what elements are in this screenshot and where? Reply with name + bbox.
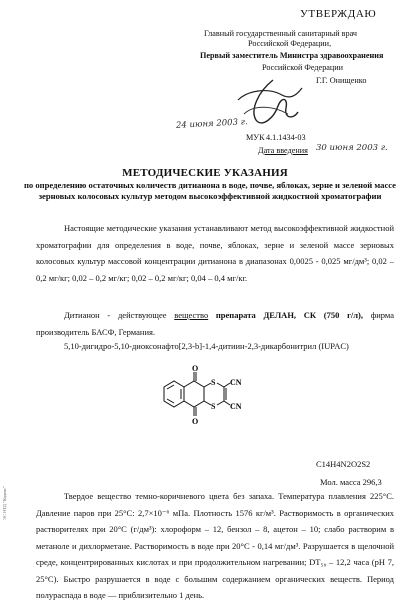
approval-line-2: Российской Федерации,: [248, 39, 332, 48]
para2-bold: препарата ДЕЛАН, СК (750 г/л),: [208, 310, 364, 320]
sulfur-top-label: S: [211, 378, 216, 387]
approval-line-3: Первый заместитель Министра здравоохранения: [200, 51, 384, 60]
document-title: МЕТОДИЧЕСКИЕ УКАЗАНИЯ: [122, 167, 288, 179]
muk-label: МУК: [246, 133, 265, 142]
oxygen-top-label: O: [192, 364, 199, 373]
cyano-top-label: CN: [230, 378, 242, 387]
side-stamp: ЭС НТД "Кодекс": [2, 486, 7, 520]
cyano-bottom-label: CN: [230, 402, 242, 411]
muk-number: 4.1.1434-03: [266, 133, 306, 142]
para2-start: Дитианон - действующее: [64, 310, 175, 320]
iupac-name: 5,10-дигидро-5,10-диоксонафто[2,3-b]-1,4-дитиин-2,3-дикарбонитрил (IUPAC): [64, 341, 349, 351]
para2-underlined: вещество: [174, 310, 209, 320]
sign-date: 24 июня 2003 г.: [175, 117, 248, 131]
approval-line-1: Главный государственный санитарный врач: [204, 29, 358, 38]
paragraph-properties: Твердое вещество темно-коричневого цвета без запаха. Температура плавления 225°С. Давление паров при 25°С: 2,7×10⁻⁶ мПа. Плотность 1576 кг/м³. Растворимость в органических растворителях при 20°С (г/дм³): хлороформ – 12, бензол – 8, ацетон – 10; слабо растворим в метаноле и дихлорметане. Растворимость в воде при 20°С - 0,14 мг/дм³. Разрушается в щелочной среде, концентрированных кислотах и при продолжительном нагревании; DT₅₀ – 12,2 часа (pH 7, 25°С). Быстро разрушается в воде с большим содержанием органических веществ. Период полураспада в воде — приблизительно 1 день.: [36, 491, 394, 600]
oxygen-bottom-label: O: [192, 417, 199, 426]
approval-title: УТВЕРЖДАЮ: [300, 8, 377, 20]
para2-end: фирма производитель БАСФ, Германия.: [36, 310, 394, 337]
intro-date-label: Дата введения: [258, 146, 308, 155]
molecular-formula: C14H4N2O2S2: [316, 459, 371, 469]
paragraph-substance: [36, 307, 394, 340]
sulfur-bottom-label: S: [211, 402, 216, 411]
intro-date-value: 30 июня 2003 г.: [316, 143, 388, 153]
structural-formula: [154, 362, 244, 432]
paragraph-scope: Настоящие методические указания устанавливают метод высокоэффективной жидкостной хроматографии для определения в воде, почве, яблоках, зерне и зеленой массе зерновых колосовых культур массовой концентрации дитианона в диапазонах 0,0025 - 0,025 мг/дм³; 0,02 – 0,2 мг/кг; 0,02 – 0,2 мг/кг; 0,02 – 0,2 мг/кг; 0,04 – 0,4 мг/кг.: [36, 223, 394, 283]
approval-signer: Г.Г. Онищенко: [316, 76, 367, 85]
molecular-mass: Мол. масса 296,3: [320, 477, 382, 487]
document-subtitle: по определению остаточных количеств дитианона в воде, почве, яблоках, зерне и зеленой массе зерновых колосовых культур методом высокоэффективной жидкостной хроматографии: [23, 180, 396, 201]
approval-line-4: Российской Федерации: [262, 63, 344, 72]
